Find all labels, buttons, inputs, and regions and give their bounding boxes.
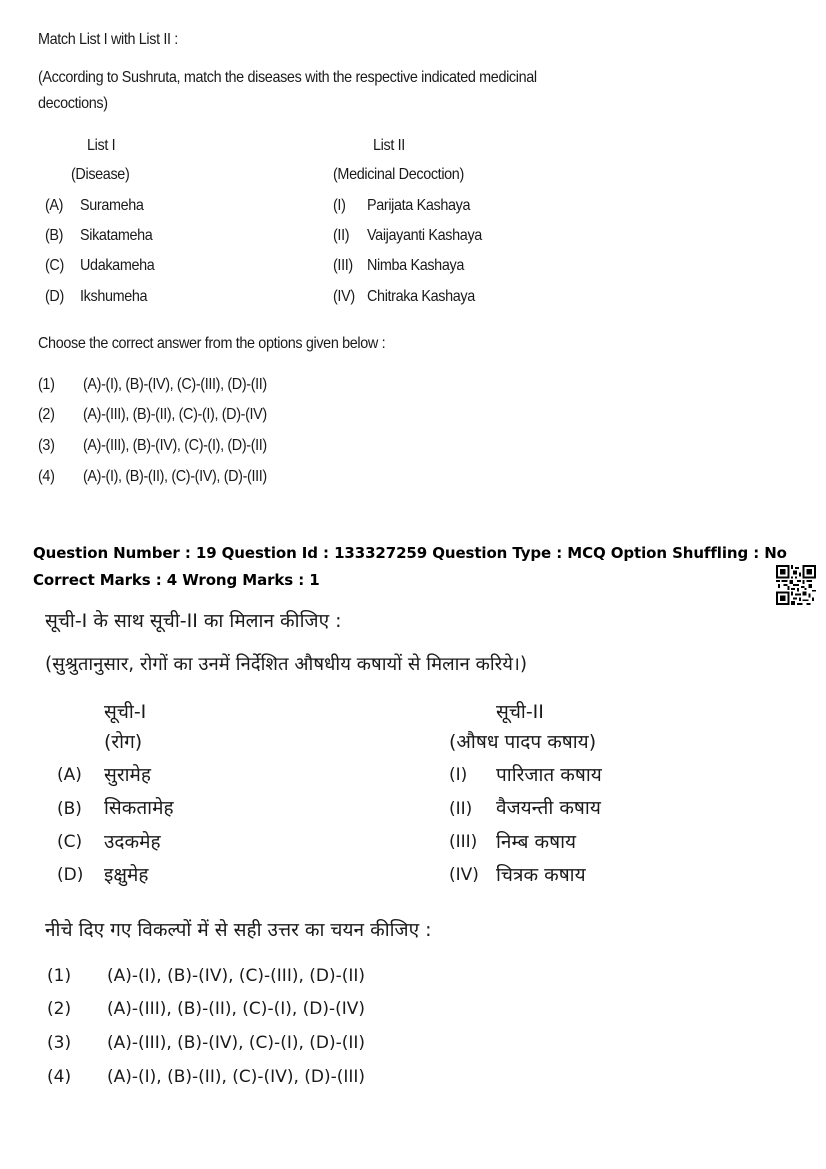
hi-list1-item-d: इक्षुमेह	[104, 864, 149, 886]
en-list1-label-b: (B)	[45, 227, 64, 244]
hi-list2-label-3: (III)	[449, 832, 478, 852]
en-list1-label-c: (C)	[45, 257, 64, 274]
hi-list2-label-2: (II)	[449, 799, 473, 819]
en-list2-heading: List II	[373, 137, 405, 154]
en-list1-label-a: (A)	[45, 197, 64, 214]
hi-list1-label-b: (B)	[57, 799, 82, 819]
hi-list2-item-1: पारिजात कषाय	[496, 764, 602, 786]
hi-instruction: सूची-I के साथ सूची-II का मिलान कीजिए :	[45, 610, 342, 632]
hi-option-3-num: (3)	[47, 1033, 72, 1053]
hi-list2-label-1: (I)	[449, 765, 468, 785]
en-option-3: (A)-(III), (B)-(IV), (C)-(I), (D)-(II)	[83, 437, 267, 454]
hi-list1-item-a: सुरामेह	[104, 764, 151, 786]
hi-list1-item-b: सिकतामेह	[104, 797, 174, 819]
en-list2-item-3: Nimba Kashaya	[367, 257, 464, 274]
en-list2-item-4: Chitraka Kashaya	[367, 288, 475, 305]
en-choose-text: Choose the correct answer from the options given below :	[38, 335, 386, 352]
qr-code-icon	[776, 565, 816, 605]
en-context-line1: (According to Sushruta, match the diseases with the respective indicated medicinal	[38, 69, 537, 86]
hi-list2-label-4: (IV)	[449, 865, 479, 885]
hi-list1-label-d: (D)	[57, 865, 84, 885]
hi-list2-item-2: वैजयन्ती कषाय	[496, 797, 601, 819]
en-list1-item-b: Sikatameha	[80, 227, 153, 244]
en-list2-label-4: (IV)	[333, 288, 355, 305]
hi-list1-label-a: (A)	[57, 765, 82, 785]
en-instruction: Match List I with List II :	[38, 31, 178, 48]
en-option-4-num: (4)	[38, 468, 55, 485]
hi-list1-label-c: (C)	[57, 832, 83, 852]
hi-option-4: (A)-(I), (B)-(II), (C)-(IV), (D)-(III)	[107, 1067, 366, 1087]
en-list2-label-2: (II)	[333, 227, 350, 244]
hi-option-4-num: (4)	[47, 1067, 72, 1087]
en-list1-sub: (Disease)	[71, 166, 130, 183]
hi-list2-heading: सूची-II	[496, 701, 544, 723]
en-option-2: (A)-(III), (B)-(II), (C)-(I), (D)-(IV)	[83, 406, 267, 423]
hi-list1-sub: (रोग)	[104, 731, 143, 753]
hi-choose-text: नीचे दिए गए विकल्पों में से सही उत्तर का चयन कीजिए :	[45, 919, 432, 941]
hi-option-1-num: (1)	[47, 966, 72, 986]
hi-option-1: (A)-(I), (B)-(IV), (C)-(III), (D)-(II)	[107, 966, 366, 986]
hi-context: (सुश्रुतानुसार, रोगों का उनमें निर्देशित औषधीय कषायों से मिलान करिये।)	[45, 654, 528, 675]
en-list1-item-c: Udakameha	[80, 257, 155, 274]
en-list1-heading: List I	[87, 137, 116, 154]
en-list1-label-d: (D)	[45, 288, 64, 305]
en-option-1-num: (1)	[38, 376, 55, 393]
en-option-2-num: (2)	[38, 406, 55, 423]
hi-list2-sub: (औषध पादप कषाय)	[449, 731, 597, 753]
en-list1-item-d: Ikshumeha	[80, 288, 148, 305]
hi-option-2: (A)-(III), (B)-(II), (C)-(I), (D)-(IV)	[107, 999, 366, 1019]
en-list2-item-1: Parijata Kashaya	[367, 197, 471, 214]
en-option-1: (A)-(I), (B)-(IV), (C)-(III), (D)-(II)	[83, 376, 267, 393]
question-header-line2: Correct Marks : 4 Wrong Marks : 1	[33, 571, 320, 589]
en-list2-label-1: (I)	[333, 197, 346, 214]
hi-option-3: (A)-(III), (B)-(IV), (C)-(I), (D)-(II)	[107, 1033, 366, 1053]
hi-list2-item-4: चित्रक कषाय	[496, 864, 586, 886]
en-list2-label-3: (III)	[333, 257, 353, 274]
en-context-line2: decoctions)	[38, 95, 108, 112]
en-list2-item-2: Vaijayanti Kashaya	[367, 227, 482, 244]
hi-list2-item-3: निम्ब कषाय	[496, 831, 577, 853]
en-option-3-num: (3)	[38, 437, 55, 454]
en-list1-item-a: Surameha	[80, 197, 144, 214]
hi-list1-item-c: उदकमेह	[104, 831, 161, 853]
hi-list1-heading: सूची-I	[104, 701, 147, 723]
hi-option-2-num: (2)	[47, 999, 72, 1019]
question-header-line1: Question Number : 19 Question Id : 133327259 Question Type : MCQ Option Shuffling : No	[33, 544, 787, 562]
en-list2-sub: (Medicinal Decoction)	[333, 166, 464, 183]
en-option-4: (A)-(I), (B)-(II), (C)-(IV), (D)-(III)	[83, 468, 267, 485]
